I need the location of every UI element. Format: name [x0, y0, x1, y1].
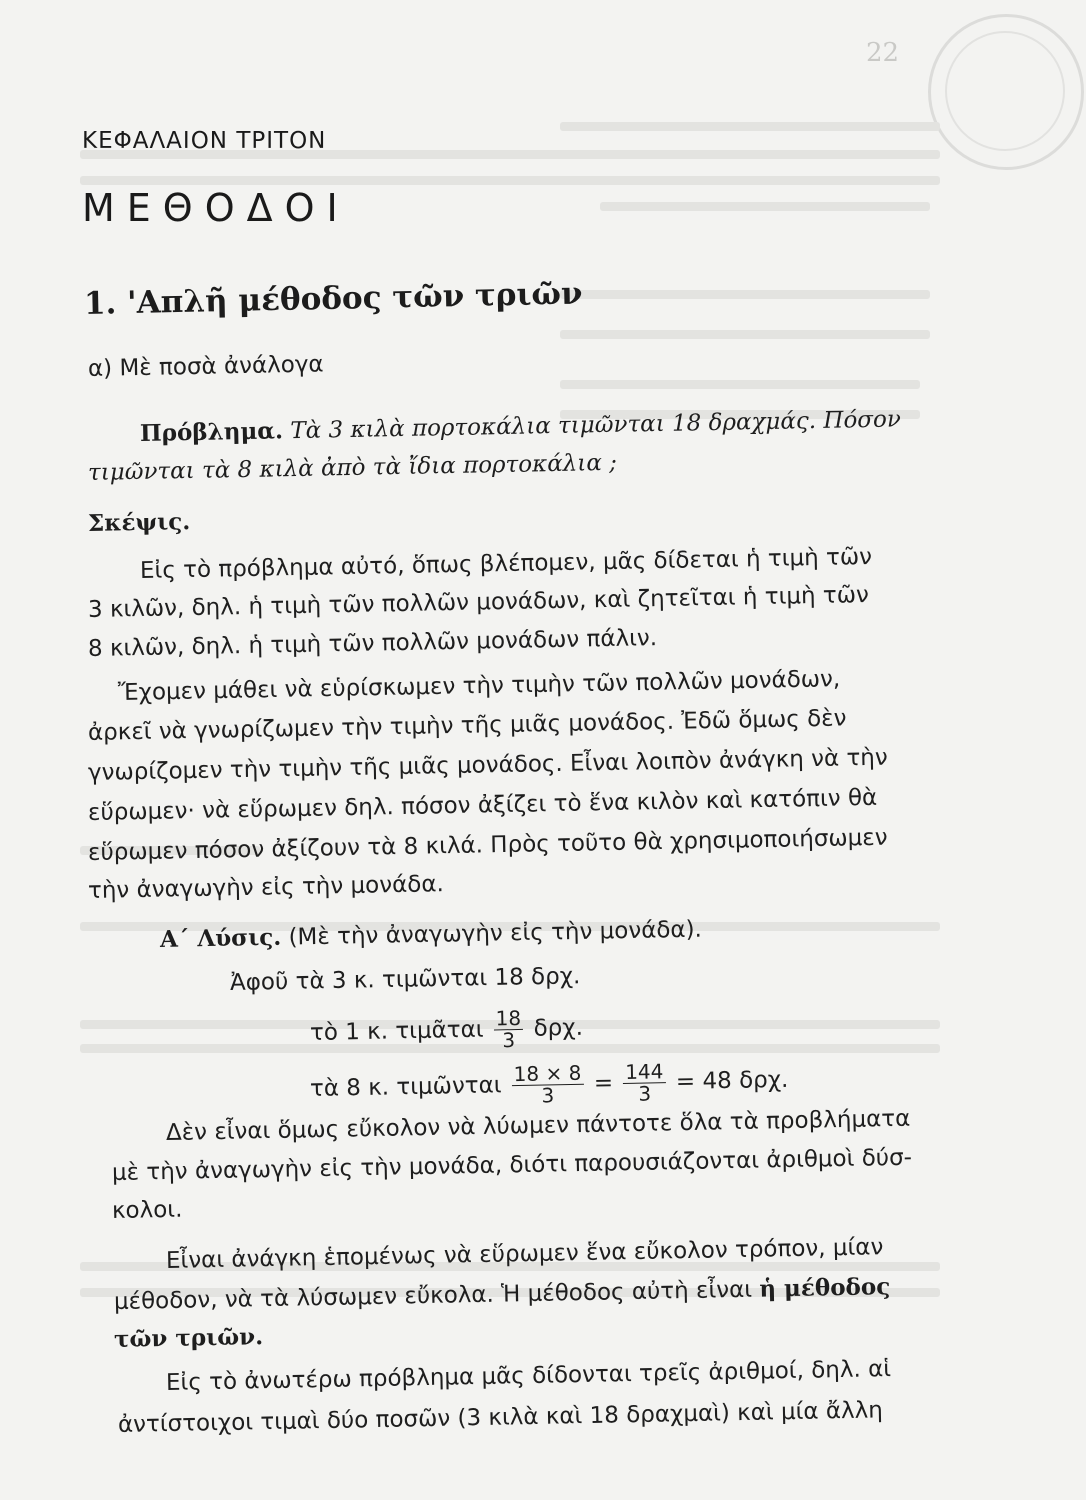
- closing-line: κολοι.: [111, 1196, 183, 1224]
- closing-text: μέθοδον, νὰ τὰ λύσωμεν εὔκολα. Ἡ μέθοδος αὐτὴ εἶναι: [113, 1276, 753, 1315]
- fraction-numerator: 18: [495, 1005, 522, 1031]
- closing-line: Δὲν εἶναι ὅμως εὔκολον νὰ λύωμεν πάντοτε ὅλα τὰ προβλήματα: [165, 1105, 911, 1146]
- closing-line: ἀντίστοιχοι τιμαὶ δύο ποσῶν (3 κιλὰ καὶ 18 δραχμαὶ) καὶ μία ἄλλη: [117, 1397, 884, 1438]
- thinking-line: Ἔχομεν μάθει νὰ εὑρίσκωμεν τὴν τιμὴν τῶν πολλῶν μονάδων,: [117, 666, 841, 706]
- thinking-line: ἀρκεῖ νὰ γνωρίζωμεν τὴν τιμὴν τῆς μιᾶς μονάδος. Ἐδῶ ὅμως δὲν: [87, 705, 847, 746]
- thinking-line: Εἰς τὸ πρόβλημα αὐτό, ὅπως βλέπομεν, μᾶς δίδεται ἡ τιμὴ τῶν: [139, 543, 873, 584]
- fraction-denominator: 3: [494, 1029, 524, 1052]
- fraction-numerator: 144: [624, 1059, 664, 1084]
- step-3-text: τὰ 8 κ. τιμῶνται: [309, 1072, 502, 1102]
- closing-line: μὲ τὴν ἀναγωγὴν εἰς τὴν μονάδα, διότι παρουσιάζονται ἀριθμοὶ δύσ-: [111, 1144, 913, 1186]
- section-heading: 1. 'Απλῆ μέθοδος τῶν τριῶν: [83, 275, 583, 322]
- step-3-result: = 48 δρχ.: [675, 1066, 789, 1095]
- equals-sign: =: [593, 1070, 614, 1097]
- page-number: 22: [866, 38, 900, 68]
- thinking-line: 3 κιλῶν, δηλ. ἡ τιμὴ τῶν πολλῶν μονάδων, καὶ ζητεῖται ἡ τιμὴ τῶν: [87, 582, 870, 623]
- fraction: [511, 1060, 583, 1108]
- thinking-line: 8 κιλῶν, δηλ. ἡ τιμὴ τῶν πολλῶν μονάδων πάλιν.: [87, 625, 658, 662]
- solution-step-1: Ἀφοῦ τὰ 3 κ. τιμῶνται 18 δρχ.: [229, 963, 581, 996]
- method-name-emphasis: τῶν τριῶν.: [113, 1323, 264, 1353]
- step-2-text: τὸ 1 κ. τιμᾶται: [309, 1016, 484, 1046]
- fraction-denominator: 3: [512, 1084, 584, 1107]
- thinking-line: εὕρωμεν πόσον ἀξίζουν τὰ 8 κιλά. Πρὸς τοῦτο θὰ χρησιμοποιήσωμεν: [87, 824, 888, 866]
- thinking-label: Σκέψις.: [87, 508, 191, 537]
- step-2-unit: δρχ.: [533, 1014, 584, 1042]
- solution-step-2: [310, 1007, 584, 1055]
- solution-label-rest: (Μὲ τὴν ἀναγωγὴν εἰς τὴν μονάδα).: [288, 916, 703, 951]
- subsection-heading: α) Μὲ ποσὰ ἀνάλογα: [87, 351, 324, 382]
- chapter-title: ΜΕΘΟΔΟΙ: [82, 186, 350, 230]
- problem-line-2: τιμῶνται τὰ 8 κιλὰ ἀπὸ τὰ ἴδια πορτοκάλια ;: [87, 449, 618, 486]
- solution-step-3: [310, 1059, 789, 1111]
- fraction: [493, 1005, 523, 1053]
- chapter-label: ΚΕΦΑΛΑΙΟΝ ΤΡΙΤΟΝ: [82, 128, 327, 154]
- problem-text-1: Τὰ 3 κιλὰ πορτοκάλια τιμῶνται 18 δραχμάς. Πόσον: [290, 406, 902, 445]
- thinking-line: εὕρωμεν· νὰ εὕρωμεν δηλ. πόσον ἀξίζει τὸ ἕνα κιλὸν καὶ κατόπιν θὰ: [87, 784, 878, 826]
- thinking-line: γνωρίζομεν τὴν τιμὴν τῆς μιᾶς μονάδος. Εἶναι λοιπὸν ἀνάγκη νὰ τὴν: [87, 744, 888, 786]
- closing-line: Εἰς τὸ ἀνωτέρω πρόβλημα μᾶς δίδονται τρεῖς ἀριθμοί, δηλ. αἱ: [165, 1356, 892, 1396]
- solution-label: Α΄ Λύσις.: [159, 923, 282, 953]
- problem-label: Πρόβλημα.: [139, 417, 284, 447]
- fraction: [623, 1061, 666, 1105]
- method-name-emphasis: ἡ μέθοδος: [759, 1273, 891, 1303]
- closing-line: Εἶναι ἀνάγκη ἑπομένως νὰ εὕρωμεν ἕνα εὔκολον τρόπον, μίαν: [165, 1234, 884, 1274]
- fraction-denominator: 3: [623, 1082, 666, 1105]
- fraction-numerator: 18 × 8: [513, 1060, 582, 1087]
- thinking-line: τὴν ἀναγωγὴν εἰς τὴν μονάδα.: [87, 871, 445, 904]
